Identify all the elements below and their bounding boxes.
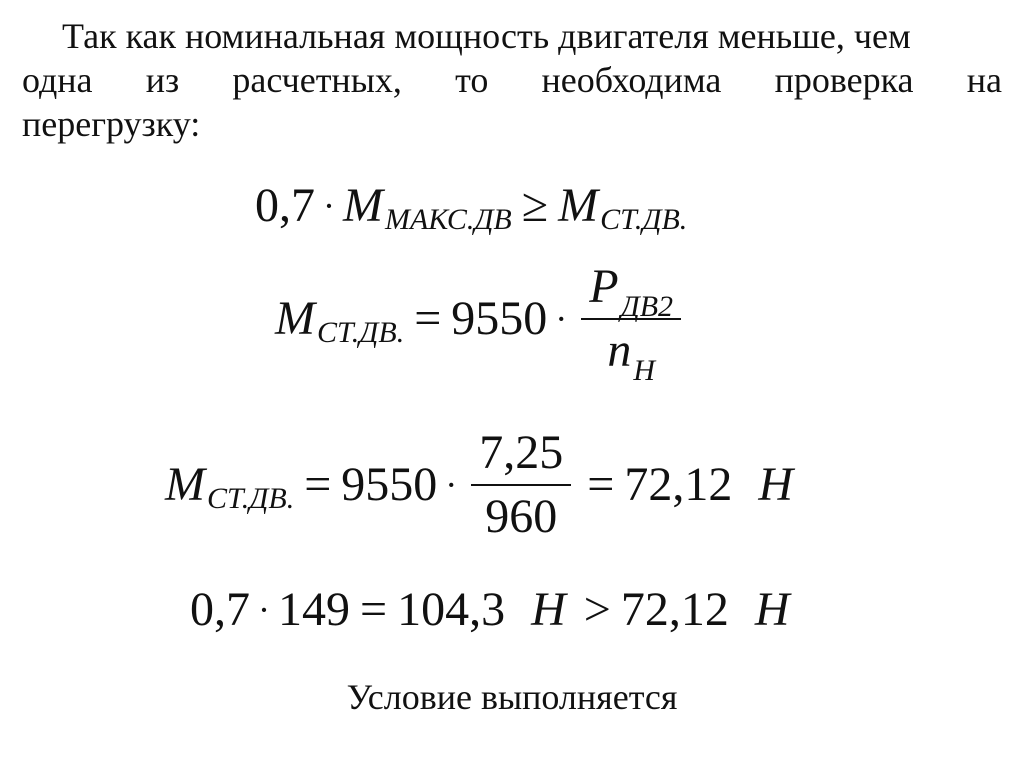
- constant: 9550: [341, 458, 438, 512]
- max-moment-value: 149: [278, 583, 350, 636]
- greater-operator: >: [583, 583, 611, 636]
- multiply-dot: ·: [445, 465, 458, 506]
- fraction-numerator: 7,25: [479, 426, 564, 479]
- equals-operator-2: =: [587, 458, 615, 512]
- intro-word: то: [455, 60, 489, 100]
- equals-operator: =: [304, 458, 332, 512]
- speed-symbol: n: [607, 324, 632, 378]
- moment-symbol: M: [343, 179, 383, 232]
- unit-label: Н: [758, 458, 794, 512]
- multiply-dot: ·: [555, 299, 568, 340]
- moment-subscript-rhs: СТ.ДВ.: [600, 203, 688, 236]
- intro-word: одна: [22, 60, 93, 100]
- intro-word: необходима: [541, 60, 722, 100]
- unit-label: Н: [531, 583, 566, 636]
- equation-comparison: [190, 583, 790, 636]
- intro-line-2: [22, 58, 1002, 102]
- speed-subscript: Н: [633, 354, 655, 388]
- multiply-dot: ·: [323, 186, 335, 226]
- intro-word: расчетных,: [232, 60, 402, 100]
- result-value: 104,3: [397, 583, 506, 636]
- moment-symbol: M: [165, 458, 205, 512]
- power-symbol: P: [589, 260, 619, 313]
- conclusion-text: Условие выполняется: [346, 677, 678, 717]
- geq-operator: ≥: [521, 179, 549, 232]
- moment-symbol-rhs: M: [558, 179, 599, 232]
- equals-operator: =: [360, 583, 388, 636]
- intro-line-1: Так как номинальная мощность двигателя меньше, чем: [62, 16, 911, 56]
- constant: 9550: [451, 292, 548, 346]
- intro-word: на: [966, 60, 1002, 100]
- equals-operator: =: [414, 292, 442, 346]
- coefficient: 0,7: [255, 179, 315, 232]
- result-value: 72,12: [624, 458, 733, 512]
- coefficient: 0,7: [190, 583, 250, 636]
- fraction-numerator: [581, 260, 681, 323]
- moment-symbol: M: [275, 292, 315, 346]
- unit-label-rhs: Н: [754, 583, 790, 636]
- moment-subscript: СТ.ДВ.: [206, 482, 295, 516]
- power-subscript: ДВ2: [620, 290, 674, 323]
- intro-paragraph: [22, 14, 1002, 146]
- multiply-dot: ·: [258, 590, 270, 630]
- fraction-bar: [471, 484, 571, 486]
- moment-subscript: МАКС.ДВ: [384, 203, 512, 236]
- intro-word: проверка: [774, 60, 914, 100]
- moment-subscript: СТ.ДВ.: [316, 316, 405, 350]
- equation-static-moment-value: [165, 428, 793, 543]
- fraction: [581, 260, 681, 388]
- intro-word: из: [145, 60, 180, 100]
- equation-static-moment-formula: [275, 260, 687, 388]
- fraction-denominator: [599, 324, 663, 388]
- fraction: [471, 428, 571, 543]
- equation-overload-condition: [255, 179, 688, 236]
- compared-value: 72,12: [620, 583, 729, 636]
- intro-line-3: перегрузку:: [22, 104, 201, 144]
- fraction-denominator: 960: [485, 490, 558, 544]
